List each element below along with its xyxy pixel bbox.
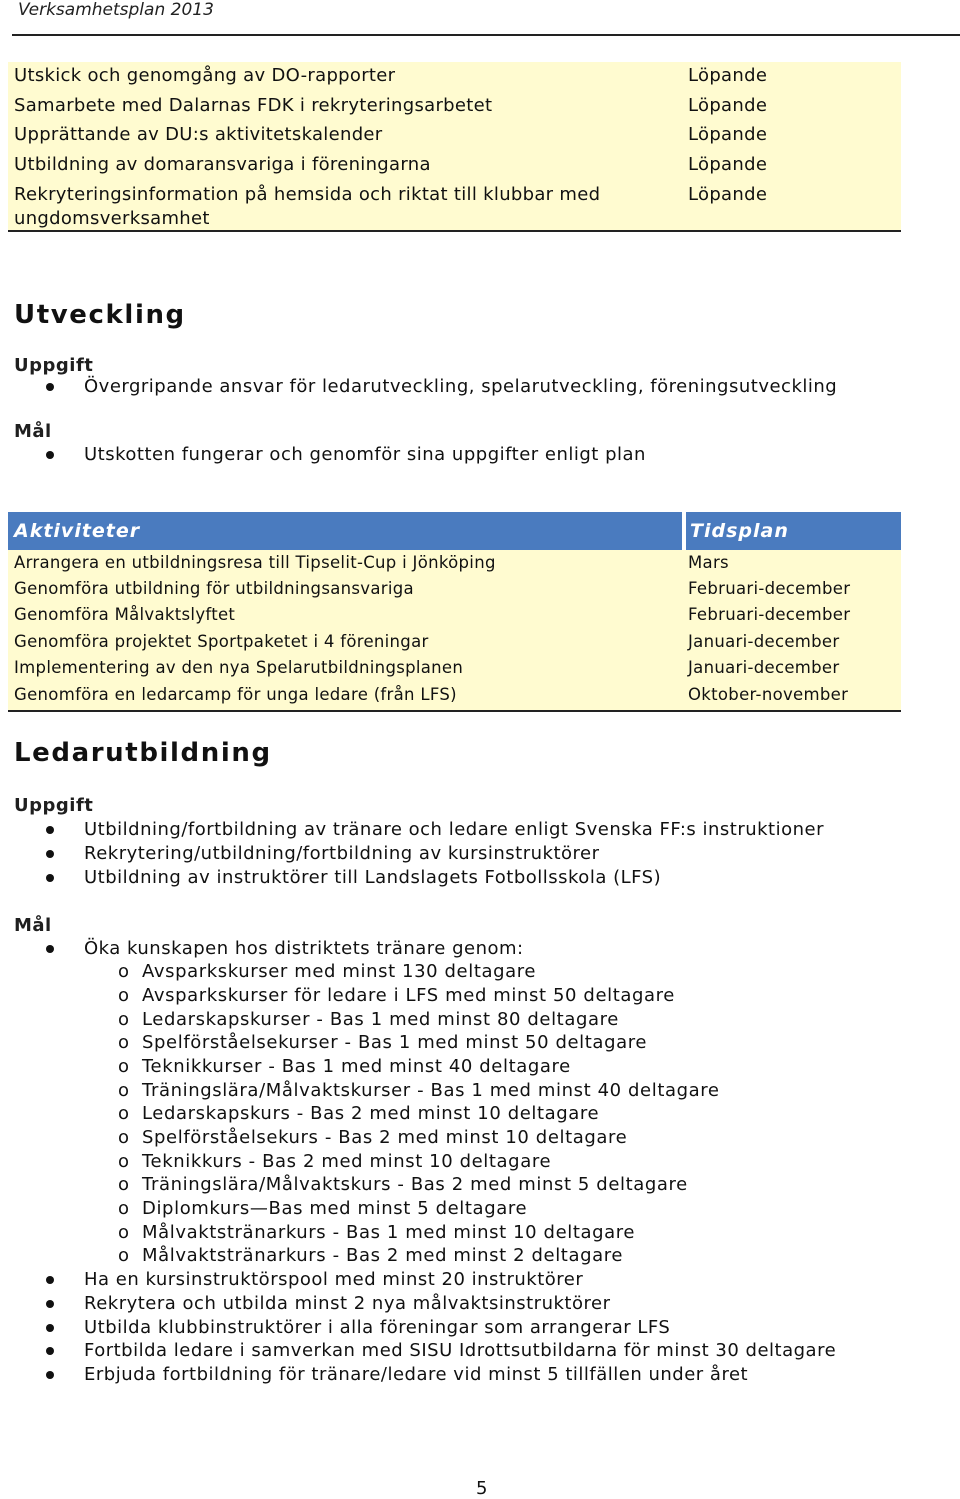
sub-bullet-marker: o xyxy=(118,1198,130,1219)
sub-bullet-marker: o xyxy=(118,961,130,982)
header-divider xyxy=(12,34,960,36)
table-row-time: Januari-december xyxy=(688,632,840,651)
list-item-text: Utbilda klubbinstruktörer i alla föreningar som arrangerar LFS xyxy=(84,1317,671,1338)
list-item-text: Rekrytering/utbildning/fortbildning av kursinstruktörer xyxy=(84,843,600,864)
sub-list-item xyxy=(118,1032,647,1054)
activities-table xyxy=(8,512,901,712)
table-row-task: Genomföra en ledarcamp för unga ledare (från LFS) xyxy=(14,685,457,704)
sub-bullet-marker: o xyxy=(118,1056,130,1077)
sub-list-item-text: Målvaktstränarkurs - Bas 1 med minst 10 deltagare xyxy=(142,1222,636,1243)
document-header-title: Verksamhetsplan 2013 xyxy=(18,0,214,20)
sub-list-item-text: Avsparkskurser för ledare i LFS med minst 50 deltagare xyxy=(142,985,675,1006)
list-item-text: Erbjuda fortbildning för tränare/ledare vid minst 5 tillfällen under året xyxy=(84,1364,749,1385)
table-row-task: Genomföra utbildning för utbildningsansvariga xyxy=(14,579,414,598)
bullet-icon xyxy=(46,874,54,882)
sub-list-item xyxy=(118,1198,527,1220)
table-row-task: Utskick och genomgång av DO-rapporter xyxy=(14,65,396,86)
sub-bullet-marker: o xyxy=(118,1222,130,1243)
list-item-text: Ha en kursinstruktörspool med minst 20 instruktörer xyxy=(84,1269,584,1290)
sub-list-item xyxy=(118,1009,619,1031)
bullet-icon xyxy=(46,1300,54,1308)
list-item-text: Rekrytera och utbilda minst 2 nya målvaktsinstruktörer xyxy=(84,1293,611,1314)
bullet-icon xyxy=(46,826,54,834)
bullet-icon xyxy=(46,1324,54,1332)
list-item-text: Öka kunskapen hos distriktets tränare genom: xyxy=(84,938,524,959)
table-row-task: Genomföra projektet Sportpaketet i 4 föreningar xyxy=(14,632,429,651)
sub-list-item xyxy=(118,1056,571,1078)
sub-bullet-marker: o xyxy=(118,1032,130,1053)
uppgift-label: Uppgift xyxy=(14,355,94,376)
table-row-task: Rekryteringsinformation på hemsida och riktat till klubbar med xyxy=(14,184,601,205)
table-row-time: Löpande xyxy=(688,184,768,205)
list-item-text: Utskotten fungerar och genomför sina uppgifter enligt plan xyxy=(84,444,646,465)
list-item-text: Utbildning/fortbildning av tränare och ledare enligt Svenska FF:s instruktioner xyxy=(84,819,825,840)
table-row-task: Utbildning av domaransvariga i föreningarna xyxy=(14,154,431,175)
ongoing-tasks-table xyxy=(8,62,901,232)
sub-bullet-marker: o xyxy=(118,985,130,1006)
table-row-time: Februari-december xyxy=(688,605,851,624)
sub-list-item-text: Diplomkurs—Bas med minst 5 deltagare xyxy=(142,1198,528,1219)
sub-list-item xyxy=(118,1245,623,1267)
bullet-icon xyxy=(46,451,54,459)
sub-list-item-text: Ledarskapskurs - Bas 2 med minst 10 deltagare xyxy=(142,1103,600,1124)
table-row-time: Löpande xyxy=(688,65,768,86)
page-number: 5 xyxy=(476,1478,488,1499)
sub-bullet-marker: o xyxy=(118,1080,130,1101)
sub-bullet-marker: o xyxy=(118,1174,130,1195)
sub-bullet-marker: o xyxy=(118,1245,130,1266)
table-row-task: Genomföra Målvaktslyftet xyxy=(14,605,236,624)
bullet-icon xyxy=(46,1371,54,1379)
bullet-icon xyxy=(46,383,54,391)
sub-bullet-marker: o xyxy=(118,1009,130,1030)
table-row-time: Löpande xyxy=(688,95,768,116)
mal-label: Mål xyxy=(14,421,52,442)
sub-list-item-text: Ledarskapskurser - Bas 1 med minst 80 deltagare xyxy=(142,1009,619,1030)
sub-list-item-text: Spelförståelsekurser - Bas 1 med minst 50 deltagare xyxy=(142,1032,647,1053)
sub-list-item-text: Träningslära/Målvaktskurs - Bas 2 med minst 5 deltagare xyxy=(142,1174,688,1195)
bullet-icon xyxy=(46,1276,54,1284)
bullet-icon xyxy=(46,1347,54,1355)
table-row-time: Mars xyxy=(688,553,729,572)
header-time: Tidsplan xyxy=(690,520,789,542)
sub-list-item-text: Målvaktstränarkurs - Bas 2 med minst 2 deltagare xyxy=(142,1245,624,1266)
table-header xyxy=(8,512,901,550)
bullet-icon xyxy=(46,945,54,953)
table-row-time: Januari-december xyxy=(688,658,840,677)
sub-list-item xyxy=(118,1174,688,1196)
sub-list-item xyxy=(118,1103,599,1125)
sub-list-item xyxy=(118,961,536,983)
sub-bullet-marker: o xyxy=(118,1151,130,1172)
sub-list-item-text: Teknikkurser - Bas 1 med minst 40 deltagare xyxy=(142,1056,571,1077)
list-item-text: Utbildning av instruktörer till Landslagets Fotbollsskola (LFS) xyxy=(84,867,662,888)
list-item-text: Övergripande ansvar för ledarutveckling, spelarutveckling, föreningsutveckling xyxy=(84,376,838,397)
header-activities: Aktiviteter xyxy=(14,520,141,542)
table-row-task: Implementering av den nya Spelarutbildningsplanen xyxy=(14,658,464,677)
sub-bullet-marker: o xyxy=(118,1103,130,1124)
header-divider xyxy=(682,512,686,550)
sub-list-item-text: Träningslära/Målvaktskurser - Bas 1 med minst 40 deltagare xyxy=(142,1080,720,1101)
sub-list-item xyxy=(118,1127,627,1149)
sub-list-item xyxy=(118,1080,720,1102)
list-item-text: Fortbilda ledare i samverkan med SISU Idrottsutbildarna för minst 30 deltagare xyxy=(84,1340,837,1361)
table-row-time: Löpande xyxy=(688,154,768,175)
uppgift-label: Uppgift xyxy=(14,795,94,816)
mal-label: Mål xyxy=(14,915,52,936)
table-row-task: Arrangera en utbildningsresa till Tipselit-Cup i Jönköping xyxy=(14,553,496,572)
table-row-time: Februari-december xyxy=(688,579,851,598)
sub-list-item-text: Avsparkskurser med minst 130 deltagare xyxy=(142,961,537,982)
sub-bullet-marker: o xyxy=(118,1127,130,1148)
table-row-time: Oktober-november xyxy=(688,685,849,704)
sub-list-item xyxy=(118,1151,551,1173)
sub-list-item-text: Spelförståelsekurs - Bas 2 med minst 10 deltagare xyxy=(142,1127,628,1148)
section-heading-ledarutbildning: Ledarutbildning xyxy=(14,738,272,768)
sub-list-item xyxy=(118,985,675,1007)
bullet-icon xyxy=(46,850,54,858)
sub-list-item-text: Teknikkurs - Bas 2 med minst 10 deltagare xyxy=(142,1151,552,1172)
table-row-task: Upprättande av DU:s aktivitetskalender xyxy=(14,124,383,145)
table-row-time: Löpande xyxy=(688,124,768,145)
table-row-task: Samarbete med Dalarnas FDK i rekryteringsarbetet xyxy=(14,95,493,116)
section-heading-utveckling: Utveckling xyxy=(14,300,186,330)
table-row-task-continued: ungdomsverksamhet xyxy=(14,208,210,229)
sub-list-item xyxy=(118,1222,635,1244)
